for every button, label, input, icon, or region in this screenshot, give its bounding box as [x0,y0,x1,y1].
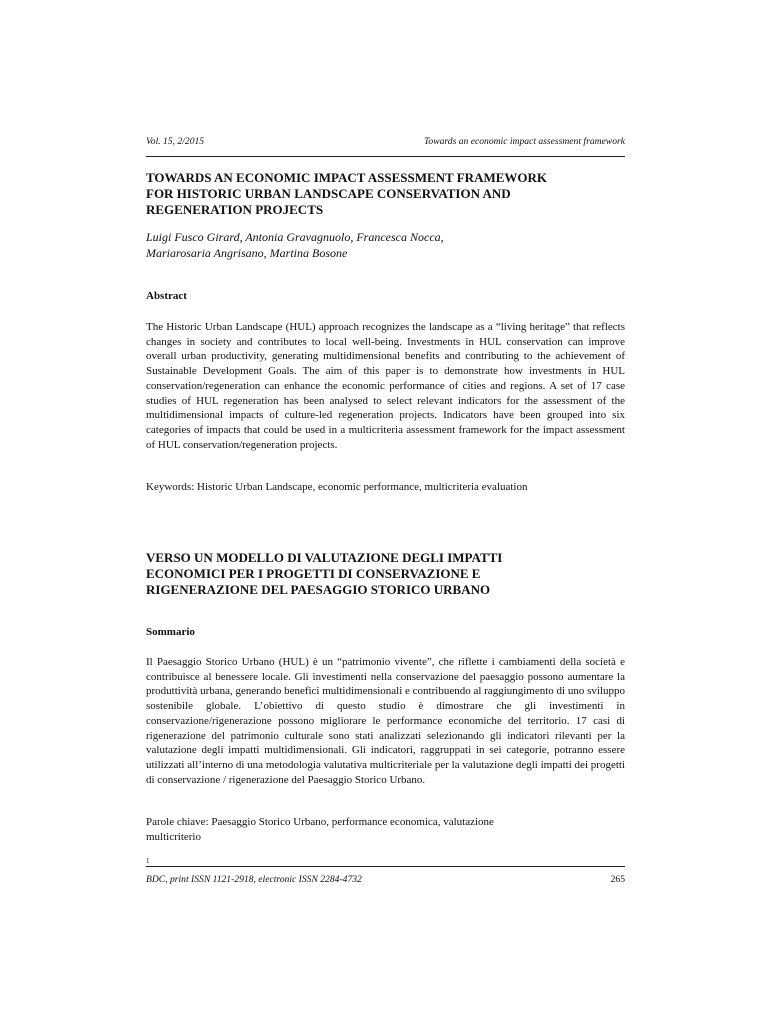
page-number: 265 [610,874,625,885]
page-footer [146,874,625,885]
italian-title-line-3: RIGENERAZIONE DEL PAESAGGIO STORICO URBANO [146,582,491,597]
abstract-text: The Historic Urban Landscape (HUL) approach recognizes the landscape as a “living heritage” that reflects changes in society and contributes to local well-being. Investments in HUL conservation can improve overall urban productivity, generating multidimensional benefits and contributing to the achievement of Sustainable Development Goals. The aim of this paper is to demonstrate how investments in HUL conservation/regeneration can enhance the economic performance of cities and regions. A set of 17 case studies of HUL regeneration has been analysed to select relevant indicators for the assessment of the multidimensional impacts of culture-led regeneration projects. Indicators have been grouped into six categories of impacts that could be used in a multicriteria assessment framework for the impact assessment of HUL conservation/regeneration projects. [146,321,625,451]
italian-title-line-1: VERSO UN MODELLO DI VALUTAZIONE DEGLI IMPATTI [146,550,503,565]
authors-line-2: Mariarosaria Angrisano, Martina Bosone [146,246,348,260]
footnote-mark: 1 [146,857,150,865]
title-line-3: REGENERATION PROJECTS [146,202,324,217]
paper-title [146,170,625,218]
abstract-keywords: Keywords: Historic Urban Landscape, economic performance, multicriteria evaluation [146,481,528,493]
title-line-1: TOWARDS AN ECONOMIC IMPACT ASSESSMENT FRAMEWORK [146,170,548,185]
italian-title-line-2: ECONOMICI PER I PROGETTI DI CONSERVAZIONE E [146,566,481,581]
sommario-keywords [146,815,625,844]
header-rule [146,156,625,157]
sommario-keywords-line-2: multicriterio [146,830,201,843]
authors [146,229,625,261]
running-title: Towards an economic impact assessment framework [423,136,625,147]
running-header [146,136,625,147]
footer-rule [146,866,625,867]
italian-title [146,550,625,598]
journal-issn: BDC, print ISSN 1121-2918, electronic ISSN 2284-4732 [146,874,362,885]
sommario-heading: Sommario [146,626,195,638]
volume-label: Vol. 15, 2/2015 [146,136,205,147]
sommario-keywords-line-1: Parole chiave: Paesaggio Storico Urbano, performance economica, valutazione [146,816,494,828]
authors-line-1: Luigi Fusco Girard, Antonia Gravagnuolo, Francesca Nocca, [146,230,444,244]
title-line-2: FOR HISTORIC URBAN LANDSCAPE CONSERVATION AND [146,186,511,201]
abstract-heading: Abstract [146,290,187,302]
sommario-text: Il Paesaggio Storico Urbano (HUL) è un “patrimonio vivente”, che riflette i cambiamenti della società e contribuisce al benessere locale. Gli investimenti nella conservazione del paesaggio possono aumentare la produttività urbana, generando benefici multidimensionali e contribuendo al raggiungimento di uno sviluppo sostenibile globale. L’obiettivo di questo studio è dimostrare che gli investimenti in conservazione/rigenerazione possono migliorare le performance economiche del territorio. 17 casi di rigenerazione del patrimonio culturale sono stati analizzati selezionando gli indicatori rilevanti per la valutazione degli impatti multidimensionali. Gli indicatori, raggruppati in sei categorie, potranno essere utilizzati all’interno di una metodologia valutativa multicriteriale per la valutazione degli impatti dei progetti di conservazione / rigenerazione del Paesaggio Storico Urbano. [146,656,625,786]
